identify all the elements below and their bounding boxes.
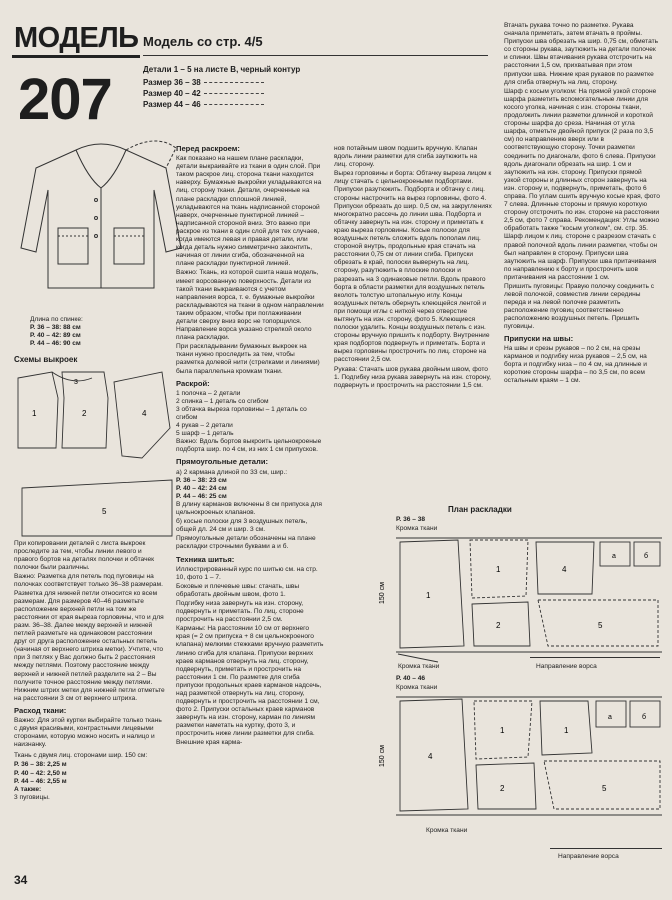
layout-size-2: Р. 40 – 46 [396,675,426,682]
neckline-text: Вырез горловины и борта: Обтачку выреза лицом к лицу стачать с цельнокроеными подбортами. Припуски разутюжить. Подборта и обтачку с лиц. стороны настрочить на вырез горловины, фото 4. Припуски обрезать до шир. 0,5 см, на закруглениях многократно рассечь до линии шва. Подборта и обтачку завернуть на изн. сторону и приметать к краю выреза горловины. Косые полоски для воздушных петель сложить вдоль пополам лиц. стороной внутрь, продольные края стачать на расстоянии 0,75 см от линии сгиба. Припуски обрезать в край, полоски вывернуть на лиц. сторону, разутюжить в плоские полоски и разрезать на 3 одинаковые петли. Вдоль правого борта в области разметки для воздушных петель вколоть толстую штопальную иглу. Концы воздушных петель обернуть клеющейся лентой и при помощи иглы с ниткой через отверстие вытянуть на изн. сторону, фото 5. Клеющиеся полоски удалить. Концы воздушных петель с изн. стороны вручную пришить к подборту. Внутренние края подбортов подвернуть и приметать. Борта и вырез горловины прострочить по лиц. стороне на расстоянии 2,5 см. [334,170,492,364]
layout-size-1: Р. 36 – 38 [396,516,426,523]
back-length-block [30,316,140,348]
layout-title: План раскладки [448,505,512,514]
layout-piece-label: 2 [496,621,501,630]
cut-text-nap: Важно: Ткань, из которой сшита наша модель, имеет ворсованную поверхность. Детали из такой ткани выкраиваются с учетом направления ворса, т. е. бумажные выкройки раскладываются на ткани в одном направлении таким образом, чтобы при поглаживании детали сверху вниз ворс не топорщился. Направление ворса указано стрелкой около плана раскладки. [176,269,324,342]
rask-item: 2 спинка – 1 деталь со сгибом [176,397,269,405]
layout-piece-label: 4 [562,565,567,574]
details-title: Детали 1 – 5 на листе В, черный контур [143,65,301,74]
pocket-end-text: нов потайным швом подшить вручную. Клапан вдоль линии разметки для сгиба заутюжить на лиц. сторону. [334,145,478,169]
tech-side-seams: Боковые и плечевые швы: стачать, швы обработать двойным швом, фото 1. [176,582,300,598]
layout-piece-label: 5 [602,784,607,793]
allowances-text: На швы и срезы рукавов – по 2 см, на срезы карманов и подгибку низа рукавов – 2,5 см, на борта и подгибку низа – по 4 см, на длинные и короткие стороны шарфа – по 3,5 см, по всем остальным краям – 1 см. [504,344,647,385]
scheme-label: 3 [74,379,78,386]
header-rule [12,55,140,58]
layout-piece-label: б [642,714,647,721]
jacket-sketch [16,128,186,308]
buttonhole-note: Важно: Разметка для петель под пуговицы на полочках соответствует только 36–38 размерам. Разметка для нижней петли относится ко всем размерам. Для размеров 40–46 разметьте расположение верхней петли на том же расстоянии от края выреза горловины, что и для разм. 36–38. Далее между верхней и нижней петлей разметьте на одинаковом расстоянии друг от друга расположение остальных петель (начиная от верхнего штриха метки). Учтите, что при 3 петлях у Вас должно быть 2 расстояния между петлями. Поэтому расстояние между верхней и нижней петлей разделите на 2 – Вы получите точное расстояние между петлями. Нижним штрих метки для нижней петли отметьте на расстоянии 3 см от верхнего штриха. [14,573,165,702]
scheme-label: 2 [82,409,87,418]
rask-note: Важно: Вдоль бортов выкроить цельнокроеные подбортa шир. по 4 см, из них 1 см припусков. [176,438,322,454]
also-text: 3 пуговицы. [14,793,50,801]
set-sleeves-text: Втачать рукава точно по разметке. Рукава сначала приметать, затем втачать в проймы. Припуски шва обрезать на шир. 0,75 см, обметать со стороны рукава, заутюжить на детали полочек и спинки. Швы втачивания рукава отстрочить на расстоянии 1,5 см, прихватывая при этом припуски шва. Нижние края рукавов по разметке для сгиба отвернуть на лиц. сторону. [504,22,659,86]
right-middle-column [334,145,492,391]
nap-label-1: Направление ворса [536,663,597,670]
size-40-42: Размер 40 – 42 [143,89,264,98]
layout-piece-label: а [612,553,616,560]
rask-item: 5 шарф – 1 деталь [176,430,234,438]
rect-a-note: В длину карманов включены 8 см припуска для цельнокроеных клапанов. [176,500,322,517]
model-reference: Модель со стр. 4/5 [143,34,263,49]
fabric-row: Р. 44 – 46: 2,55 м [14,777,67,785]
rect-row: Р. 40 – 42: 24 см [176,484,227,492]
scarf-text: Шарф с косым уголком: На прямой узкой стороне шарфа разметить вспомогательные линии для косого уголка, начиная с изн. стороны ткани, продолжить линии разметки длинной и короткой стороны шарфа до среза. Начиная от угла шарфа, отметьте двойной припуск (2 раза по 3,5 см) по направлению вверх или в соответствующую сторону. Точки разметки соединить по диагонали, фото 6 слева. Припуски вдоль диагонали обрезать на шир. 1 см и заутюжить на изн. сторону. Припуски прямой узкой стороны и длинных сторон завернуть на изн. сторону и, подвернуть, приметать, фото 6 справа. По углам сшить вручную косые края, фото 7 слева. Длинные стороны и прямую короткую сторону отстрочить по изн. стороне на расстоянии 2,5 см, фото 7 справа. Рекомендация: Углы можно обработать также "косым уголком", см. стр. 35. Шарф лицом к лиц. стороне с разрезом стачать с правой полочкой вдоль линии разметки, чтобы он был направлен в сторону. Припуски шва заутюжить на шарф. Припуски шва притачивания по направлению к борту и прострочить шов притачивания на расстоянии 1 см. [504,87,660,281]
right-column [504,22,660,386]
layout-piece-label: 2 [500,784,505,793]
tech-text: Иллюстрированный курс по шитью см. на стр. 10, фото 1 – 7. [176,565,318,581]
edge-label-bottom-2: Кромка ткани [426,827,468,834]
schemes-title: Схемы выкроек [14,355,78,364]
pattern-schemes [12,368,182,538]
rask-item: 3 обтачка выреза горловины – 1 деталь со сгибом [176,405,307,421]
size-44-46: Размер 44 – 46 [143,100,264,109]
tech-hem: Подгибку низа завернуть на изн. сторону, подвернуть и приметать. По лиц. стороне прострочить на расстоянии 2,5 см. [176,599,304,624]
layout-piece-label: 1 [496,565,501,574]
tech-title: Техника шитья: [176,554,235,564]
model-number: 207 [18,67,112,132]
fabric-row: Р. 36 – 38: 2,25 м [14,761,67,769]
layout-piece-label: 1 [500,726,505,735]
rect-a: а) 2 кармана длиной по 33 см, шир.: [176,468,288,476]
rask-item: 4 рукав – 2 детали [176,422,233,430]
layout-piece-label: 1 [426,591,431,600]
sleeves-text: Рукава: Стачать шов рукава двойным швом, фото 1. Подгибку низа рукава завернуть на изн. сторону, подвернуть и прострочить на расстоянии 1,5 см. [334,365,491,389]
middle-column [176,145,324,748]
fabric-title: Расход ткани: [14,705,67,715]
rask-item: 1 полочка – 2 детали [176,389,241,397]
nap-arrow-1 [530,657,660,658]
fabric-text: Важно: Для этой куртки выбирайте только ткань с двумя красивыми, контрастными лицевыми сторонами, которую можно носить и налицо и наизнанку. [14,716,162,749]
page-number: 34 [14,873,28,887]
rect-title: Прямоугольные детали: [176,457,269,467]
layout-piece-label: 5 [598,621,603,630]
width-label-1: 150 см [379,582,386,604]
header-thin-rule [143,55,488,56]
length-row: Р. 40 – 42: 89 см [30,332,81,340]
layout-piece-label: а [608,714,612,721]
size-36-38: Размер 36 – 38 [143,78,264,87]
edge-label-top-2: Кромка ткани [396,684,438,691]
copy-note: При копировании деталей с листа выкроек проследите за тем, чтобы линии левого и правого бортов на деталях полочки и обтачек полочки были различны. [14,540,155,572]
edge-label-top-1: Кромка ткани [396,525,438,532]
brand-title: МОДЕЛЬ [14,22,139,54]
fabric-row: Р. 40 – 42: 2,50 м [14,769,67,777]
tech-pockets: Карманы: На расстоянии 10 см от верхнего края (= 2 см припуска + 8 см цельнокроеного клапана) мелкими стежками вручную разметить линию сгиба для клапана. Припуски верхних краев карманов отвернуть на лиц. сторону, подвернуть, приметать и прострочить на расстоянии 1 см. По разметке для сгиба припуски продольных краев карманов надсечь, над разметкой отвернуть на лиц. сторону, подвернуть и прострочить на расстоянии 1 см, фото 2. Припуски остальных краев карманов завернуть на изн. сторону, карман по линиям разметки наметать на куртку, фото 3, и прострочить ниже линии разметки для сгиба. Внешние края карма- [176,625,324,746]
also-title: А также: [14,785,42,793]
nap-label-2: Направление ворса [558,853,619,860]
width-label-2: 150 см [379,745,386,767]
edge-label-bottom-1: Кромка ткани [398,663,440,670]
cut-title: Перед раскроем: [176,144,240,153]
layout-diagram-1 [378,534,664,664]
scheme-label: 1 [32,409,37,418]
layout-piece-label: 1 [564,726,569,735]
scheme-label: 5 [102,507,107,516]
cut-text-grain: При раскладывании бумажных выкроек на ткани нужно проследить за тем, чтобы разметка долевой нити (стрелками и линиями) была параллельна кромкам ткани. [176,343,320,375]
left-column [14,540,166,802]
cut-text: Как показано на нашем плане раскладки, детали выкраивайте из ткани в один слой. При таком раскрое лиц. сторона ткани находится наверху. Бумажные выкройки укладываются на лиц. сторону ткани. Детали, очерченные на плане раскладки сплошной линией, укладываются на ткань надписанной стороной наверх, очерченные пунктирной линией – надписанной стороной вниз. Это важно при раскрое из ткани в один слой для тех случаев, когда имеются левая и правая детали, или когда деталь нужно симметрично законтить, начиная от линии сгиба, обозначенной на плане раскладки пунктирной линией. [176,155,322,268]
layout-piece-label: 4 [428,752,433,761]
layout-piece-label: б [644,553,649,560]
length-row: Р. 36 – 38: 88 см [30,324,81,332]
nap-arrow-2 [550,848,662,849]
buttons-text: Пришить пуговицы: Правую полочку соединить с левой полочкой, совместив линии середины переда и на левой полочке разметить расположение пуговиц соответственно расположению воздушных петель. Пришить пуговицы. [504,283,655,331]
rect-row: Р. 44 – 46: 25 см [176,492,227,500]
fabric-width: Ткань с двумя лиц. сторонами шир. 150 см: [14,752,148,760]
layout-diagram-2 [378,693,664,823]
rect-note: Прямоугольные детали обозначены на плане раскладки строчными буквами а и б. [176,535,316,551]
rect-row: Р. 36 – 38: 23 см [176,476,227,484]
allowances-title: Припуски на швы: [504,333,574,343]
back-length-title: Длина по спинке: [30,316,83,323]
length-row: Р. 44 – 46: 90 см [30,340,81,348]
rect-b: б) косые полоски для 3 воздушных петель, общей дл. 24 см и шир. 3 см. [176,518,308,534]
scheme-label: 4 [142,409,147,418]
rask-title: Раскрой: [176,378,210,388]
